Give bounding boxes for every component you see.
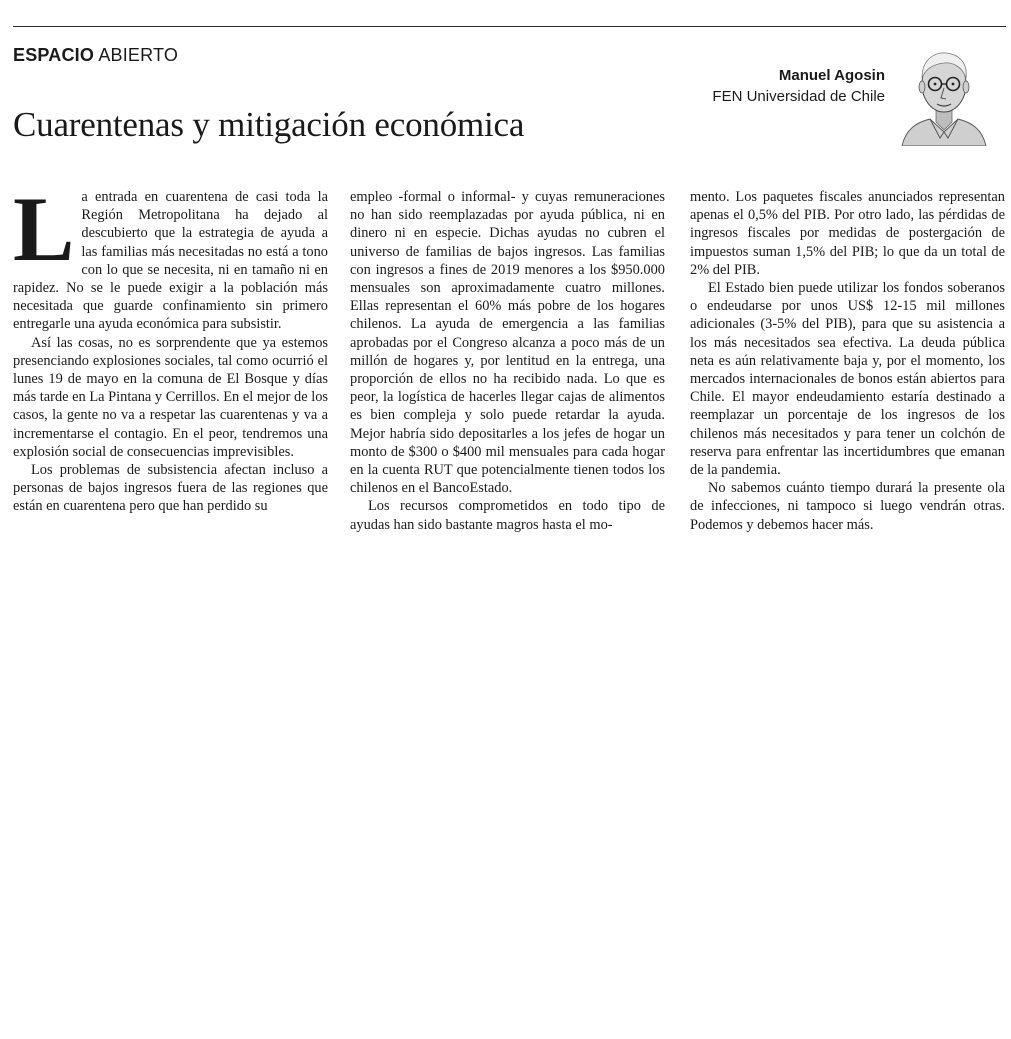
article-paragraph: mento. Los paquetes fiscales anunciados representan apenas el 0,5% del PIB. Por otro lado, las pérdidas de ingresos fiscales por medidas de postergación de impuestos suman 1,5% del PIB; lo que da un total de 2% del PIB.: [690, 189, 1005, 278]
article-column-1: [13, 178, 328, 516]
author-affiliation: FEN Universidad de Chile: [712, 88, 885, 105]
article-paragraph: El Estado bien puede utilizar los fondos soberanos o endeudarse por unos US$ 12-15 mil millones adicionales (3-5% del PIB), para que su asistencia a los más necesitados sea efectiva. La deuda pública neta es aún relativamente baja y, por el momento, los mercados internacionales de bonos están abiertos para Chile. El mayor endeudamiento estaría destinado a reemplazar un porcentaje de los ingresos de los chilenos más necesitados y para tener un colchón de reserva para enfrentar las incertidumbres que emanan de la pandemia.: [690, 280, 1005, 479]
article-paragraph: No sabemos cuánto tiempo durará la presente ola de infecciones, ni tampoco si luego vendrán otras. Podemos y debemos hacer más.: [690, 480, 1005, 533]
article-paragraph: Los recursos comprometidos en todo tipo de ayudas han sido bastante magros hasta el mo-: [350, 498, 665, 533]
drop-cap: L: [13, 178, 75, 280]
article-paragraph: empleo -formal o informal- y cuyas remuneraciones no han sido reemplazadas por ayuda pública, ni en dinero ni en especie. Dichas ayudas no cubren el universo de familias de bajos ingresos. Las familias con ingresos a fines de 2019 menores a los $950.000 mensuales son aproximadamente cuatro millones. Ellas representan el 60% más pobre de los hogares chilenos. La ayuda de emergencia a las familias aprobadas por el Congreso alcanza a poco más de un millón de hogares y, por lentitud en la entrega, una proporción de ellos no ha recibido nada. Lo que es peor, la logística de hacerles llegar cajas de alimentos es bien compleja y solo puede retardar la ayuda. Mejor habría sido depositarles a los jefes de hogar un monto de $300 o $400 mil mensuales para cada hogar en la cuenta RUT que potencialmente tienen todos los chilenos en el BancoEstado.: [350, 189, 665, 497]
article-column-2: [350, 188, 665, 534]
section-label-bold: ESPACIO: [13, 45, 95, 65]
article-column-3: [690, 188, 1005, 534]
section-label: [13, 45, 178, 66]
author-byline: [712, 66, 885, 108]
author-name: Manuel Agosin: [778, 67, 885, 84]
headline: Cuarentenas y mitigación económica: [13, 105, 525, 145]
article-paragraph: La entrada en cuarentena de casi toda la Región Metropolitana ha dejado al descubierto que la estrategia de ayuda a las familias más necesitadas no está a tono con lo que se necesita, ni en tamaño ni en rapidez. No se le puede exigir a la población más necesitada que guarde confinamiento sin primero entregarle una ayuda económica para subsistir.: [13, 178, 328, 333]
top-rule: [13, 26, 1006, 27]
article-paragraph: Así las cosas, no es sorprendente que ya estemos presenciando explosiones sociales, tal como ocurrió el lunes 19 de mayo en la comuna de El Bosque y días más tarde en La Pintana y Cerrillos. En el mejor de los casos, la gente no va a respetar las cuarentenas y va a incrementarse el contagio. En el peor, tendremos una explosión social de consecuencias imprevisibles.: [13, 334, 328, 460]
article-paragraph: Los problemas de subsistencia afectan incluso a personas de bajos ingresos fuera de las regiones que están en cuarentena pero que han perdido su: [13, 462, 328, 515]
author-portrait-icon: [900, 42, 988, 146]
section-label-light: ABIERTO: [98, 45, 179, 65]
